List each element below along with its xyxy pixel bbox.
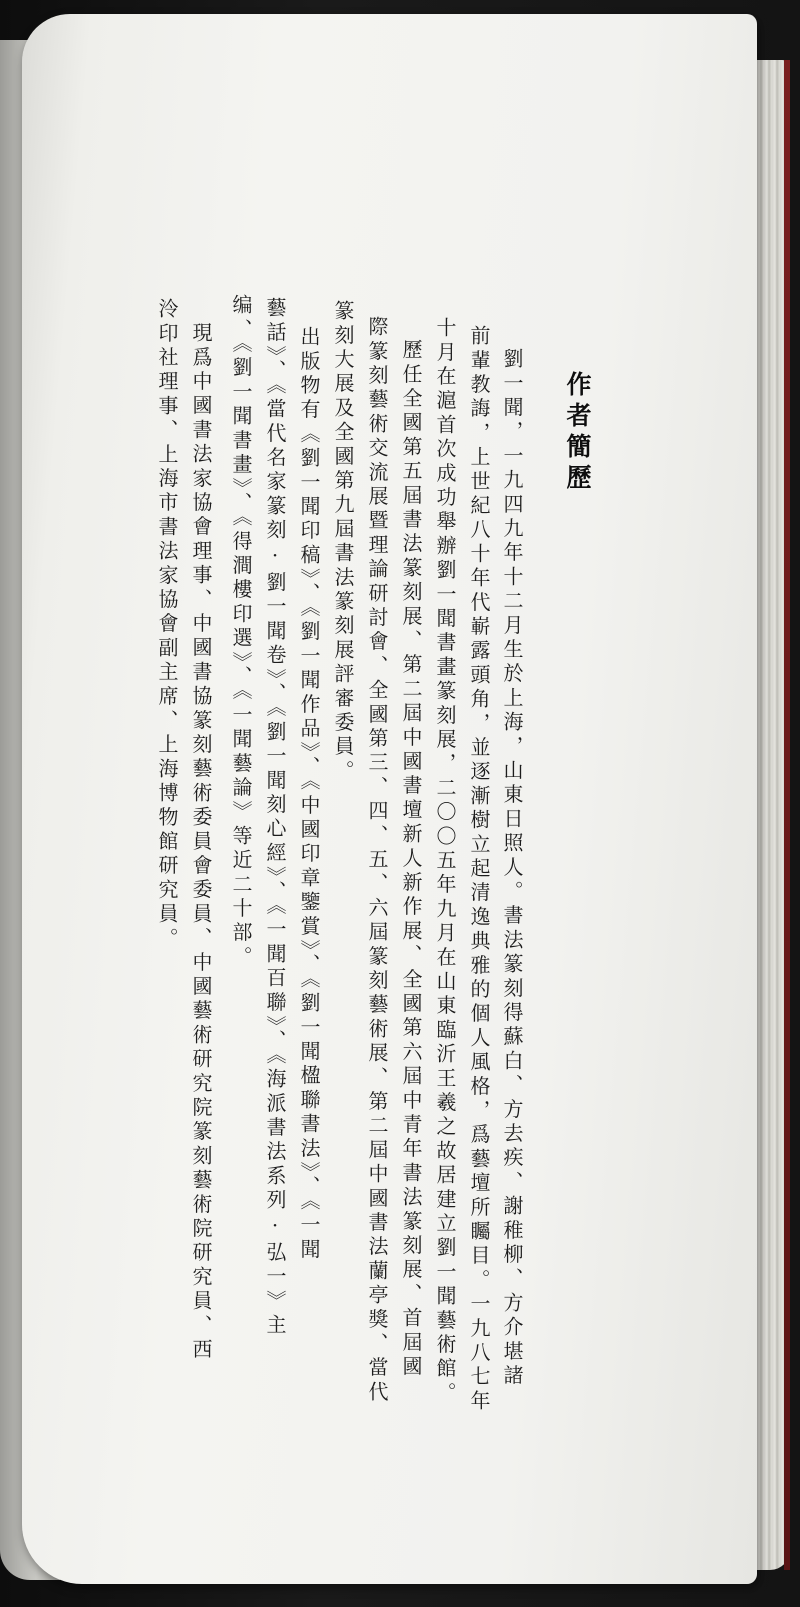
book-cover-edge xyxy=(784,60,790,1570)
text-column-4: 歷任全國第五屆書法篆刻展、第二屆中國書壇新人新作展、全國第六屆中青年書法篆刻展、首屆國 xyxy=(399,339,423,1380)
page-title: 作者簡歷 xyxy=(563,371,592,495)
text-column-5: 際篆刻藝術交流展暨理論研討會、全國第三、四、五、六屆篆刻藝術展、第二屆中國書法蘭亭獎、當代 xyxy=(365,316,389,1405)
book-page xyxy=(22,14,757,1584)
text-column-6: 篆刻大展及全國第九屆書法篆刻展評審委員。 xyxy=(331,300,355,784)
text-column-9: 编、《劉一聞書畫》、《得澗樓印選》、《一聞藝論》等近二十部。 xyxy=(229,294,253,970)
text-column-11: 泠印社理事、上海市書法家協會副主席、上海博物館研究員。 xyxy=(155,298,179,952)
text-column-7: 出版物有《劉一聞印稿》、《劉一聞作品》、《中國印章鑒賞》、《劉一聞楹聯書法》、《一聞 xyxy=(297,326,321,1263)
text-column-10: 現爲中國書法家協會理事、中國書協篆刻藝術委員會委員、中國藝術研究院篆刻藝術院研究員、西 xyxy=(189,322,213,1363)
text-column-8: 藝話》、《當代名家篆刻·劉一聞卷》、《劉一聞刻心經》、《一聞百聯》、《海派書法系列·弘一》主 xyxy=(263,297,287,1339)
text-column-1: 劉一聞，一九四九年十二月生於上海，山東日照人。書法篆刻得蘇白、方去疾、謝稚柳、方介堪諸 xyxy=(500,348,524,1389)
text-column-3: 十月在滬首次成功舉辦劉一聞書畫篆刻展，二〇〇五年九月在山東臨沂王羲之故居建立劉一聞藝術館。 xyxy=(433,317,457,1406)
text-column-2: 前輩教誨，上世紀八十年代嶄露頭角，並逐漸樹立起清逸典雅的個人風格，爲藝壇所矚目。一九八七年 xyxy=(467,325,491,1414)
